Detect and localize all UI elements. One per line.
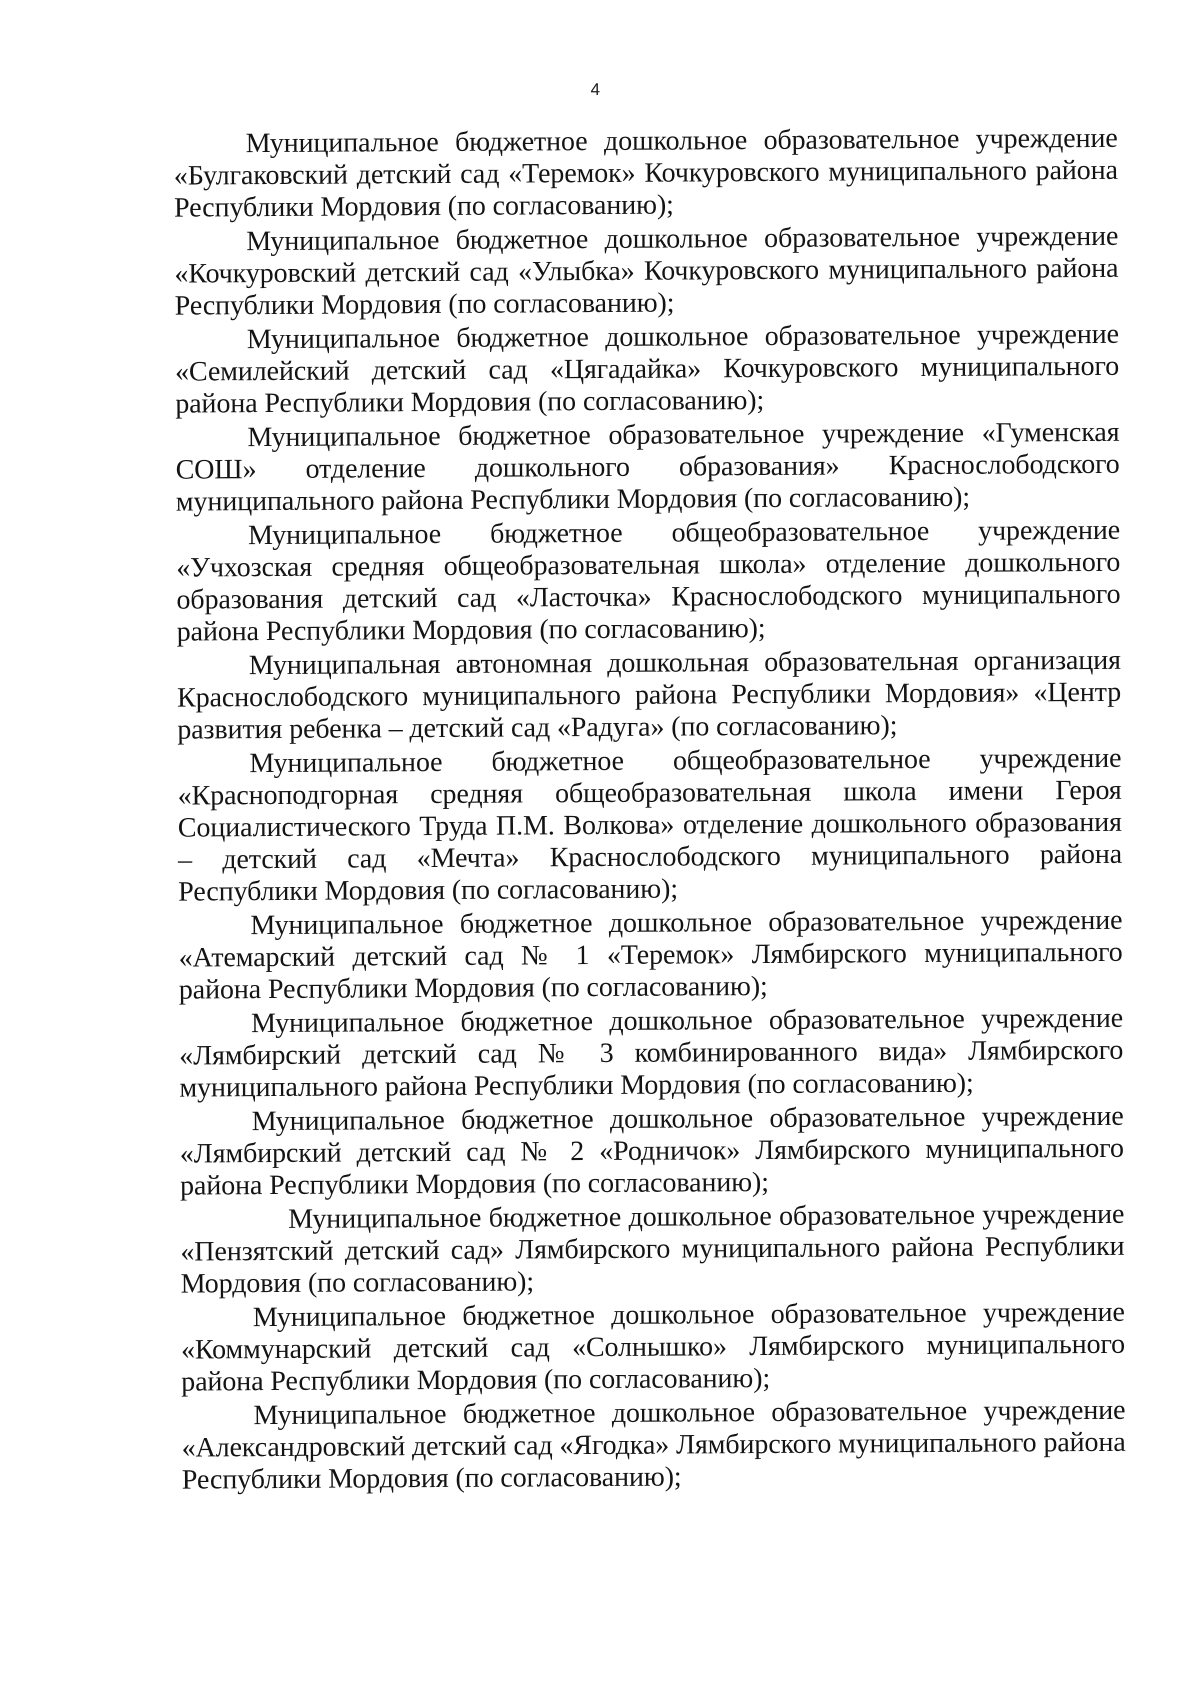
paragraph: Муниципальное бюджетное дошкольное образовательное учреждение «Пензятский детский сад» Лямбирского муниципального района Республики Мордовия (по согласованию); bbox=[180, 1198, 1125, 1300]
document-body bbox=[174, 123, 1126, 1499]
paragraph: Муниципальное бюджетное дошкольное образовательное учреждение «Семилейский детский сад «Цягадайка» Кочкуровского муниципального района Республики Мордовия (по согласованию); bbox=[174, 318, 1120, 420]
page-number: 4 bbox=[590, 79, 601, 100]
paragraph: Муниципальное бюджетное общеобразовательное учреждение «Красноподгорная средняя общеобразовательная школа имени Героя Социалистического Труда П.М. Волкова» отделение дошкольного образования – детский сад «Мечта» Краснослободского муниципального района Республики Мордовия (по согласованию); bbox=[177, 742, 1123, 908]
paragraph: Муниципальное бюджетное дошкольное образовательное учреждение «Кочкуровский детский сад «Улыбка» Кочкуровского муниципального района Республики Мордовия (по согласованию); bbox=[174, 220, 1119, 322]
paragraph: Муниципальное бюджетное дошкольное образовательное учреждение «Булгаковский детский сад «Теремок» Кочкуровского муниципального района Республики Мордовия (по согласованию); bbox=[173, 122, 1118, 224]
paragraph: Муниципальное бюджетное дошкольное образовательное учреждение «Лямбирский детский сад № 3 комбинированного вида» Лямбирского муниципального района Республики Мордовия (по согласованию); bbox=[179, 1002, 1124, 1104]
paragraph: Муниципальное бюджетное дошкольное образовательное учреждение «Атемарский детский сад № 1 «Теремок» Лямбирского муниципального района Республики Мордовия (по согласованию); bbox=[178, 904, 1123, 1006]
paragraph: Муниципальное бюджетное дошкольное образовательное учреждение «Лямбирский детский сад № 2 «Родничок» Лямбирского муниципального района Республики Мордовия (по согласованию); bbox=[179, 1100, 1124, 1202]
paragraph: Муниципальное бюджетное общеобразовательное учреждение «Учхозская средняя общеобразовательная школа» отделение дошкольного образования детский сад «Ласточка» Краснослободского муниципального района Республики Мордовия (по согласованию); bbox=[176, 514, 1121, 648]
paragraph: Муниципальное бюджетное дошкольное образовательное учреждение «Александровский детский сад «Ягодка» Лямбирского муниципального района Республики Мордовия (по согласованию); bbox=[181, 1394, 1126, 1496]
paragraph: Муниципальное бюджетное дошкольное образовательное учреждение «Коммунарский детский сад «Солнышко» Лямбирского муниципального района Республики Мордовия (по согласованию); bbox=[180, 1296, 1126, 1398]
paragraph: Муниципальное бюджетное образовательное учреждение «Гуменская СОШ» отделение дошкольного образования» Краснослободского муниципального района Республики Мордовия (по согласованию); bbox=[175, 416, 1120, 518]
paragraph: Муниципальная автономная дошкольная образовательная организация Краснослободского муниципального района Республики Мордовия» «Центр развития ребенка – детский сад «Радуга» (по согласованию); bbox=[176, 644, 1122, 746]
